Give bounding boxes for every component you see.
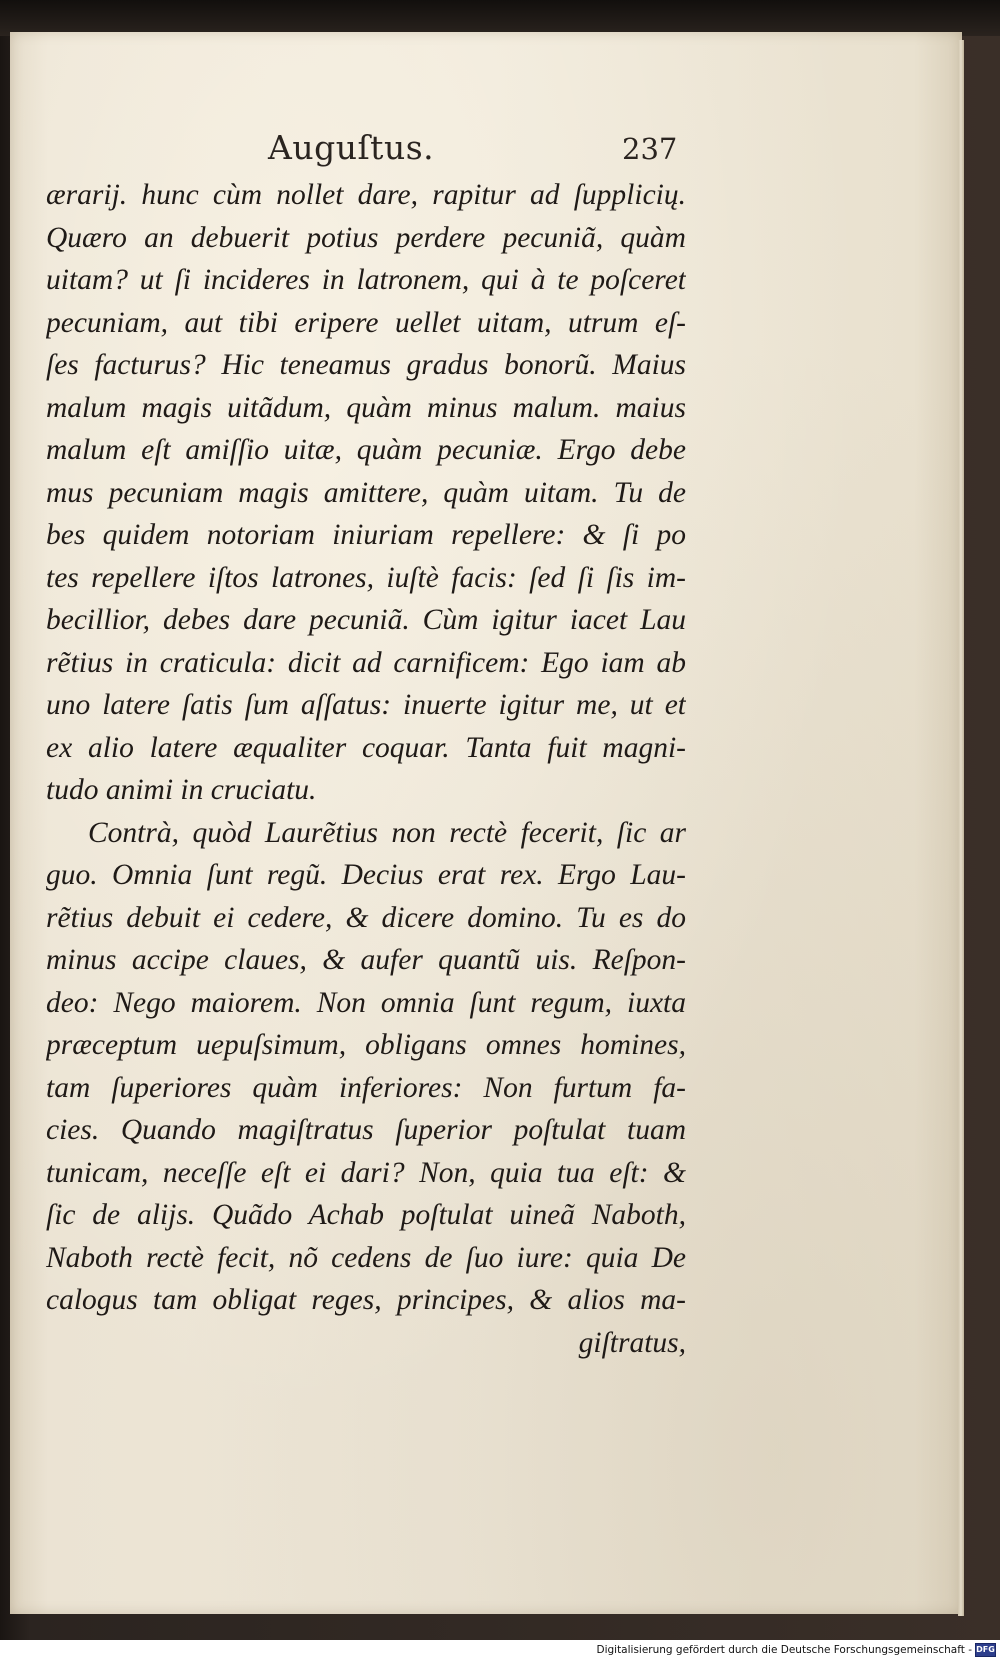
text-line: pecuniam, aut tibi eripere uellet uitam, utrum eſ-: [46, 306, 686, 339]
text-line: minus accipe claues, & aufer quantũ uis. Reſpon-: [46, 944, 686, 976]
running-head-title: Auguſtus.: [268, 128, 435, 167]
text-line: bes quidem notoriam iniuriam repellere: & ſi po: [46, 519, 686, 551]
dfg-logo-icon: DFG: [975, 1643, 996, 1657]
page-fore-edge: [958, 40, 964, 1616]
text-line: mus pecuniam magis amittere, quàm uitam. Tu de: [46, 476, 686, 509]
text-line: deo: Nego maiorem. Non omnia ſunt regum, iuxta: [46, 986, 686, 1019]
text-line: Naboth rectè fecit, nõ cedens de ſuo iure: quia De: [46, 1241, 686, 1274]
text-line: tes repellere iſtos latrones, iuſtè facis: ſed ſi ſis im-: [46, 561, 686, 594]
text-line: uitam? ut ſi incideres in latronem, qui à te poſceret: [46, 264, 686, 296]
running-head: [0, 128, 1000, 178]
text-line: malum eſt amiſſio uitæ, quàm pecuniæ. Ergo debe: [46, 434, 686, 466]
text-line: becillior, debes dare pecuniã. Cùm igitur iacet Lau: [46, 604, 686, 636]
text-line: guo. Omnia ſunt regũ. Decius erat rex. Ergo Lau-: [46, 859, 686, 891]
text-line: rẽtius in craticula: dicit ad carnificem: Ego iam ab: [46, 646, 686, 679]
text-line: malum magis uitãdum, quàm minus malum. maius: [46, 391, 686, 424]
text-line: uno latere ſatis ſum aſſatus: inuerte igitur me, ut et: [46, 689, 686, 721]
body-text: [46, 174, 686, 1364]
footer-bar: [0, 1640, 1000, 1662]
catchword: giſtratus,: [578, 1326, 686, 1359]
text-line: Quæro an debuerit potius perdere pecuniã, quàm: [46, 221, 686, 254]
text-line: ſes facturus? Hic teneamus gradus bonorũ. Maius: [46, 349, 686, 381]
text-line: præceptum uериſsimum, obligans omnes homines,: [46, 1029, 686, 1061]
scan-top-edge: [0, 0, 1000, 36]
text-line: ex alio latere æqualiter coquar. Tanta fuit magni-: [46, 731, 686, 764]
text-line: tudo animi in cruciatu.: [46, 774, 317, 806]
text-line: tam ſuperiores quàm inferiores: Non furtum fa-: [46, 1071, 686, 1104]
text-line: tunicam, neceſſe eſt ei dari? Non, quia tua eſt: &: [46, 1156, 686, 1189]
text-line: calogus tam obligat reges, principes, & alios ma-: [46, 1284, 686, 1316]
text-line: Contrà, quòd Laurẽtius non rectè fecerit, ſic ar: [88, 816, 686, 849]
text-line: ſic de alijs. Quãdo Achab poſtulat uineã Naboth,: [46, 1199, 686, 1231]
text-line: cies. Quando magiſtratus ſuperior poſtulat tuam: [46, 1114, 686, 1146]
funding-credit: Digitalisierung gefördert durch die Deutsche Forschungsgemeinschaft -: [596, 1644, 972, 1656]
text-line: ærarij. hunc cùm nollet dare, rapitur ad ſupplicių.: [46, 179, 686, 211]
text-line: rẽtius debuit ei cedere, & dicere domino. Tu es do: [46, 901, 686, 934]
page-number: 237: [622, 132, 678, 166]
